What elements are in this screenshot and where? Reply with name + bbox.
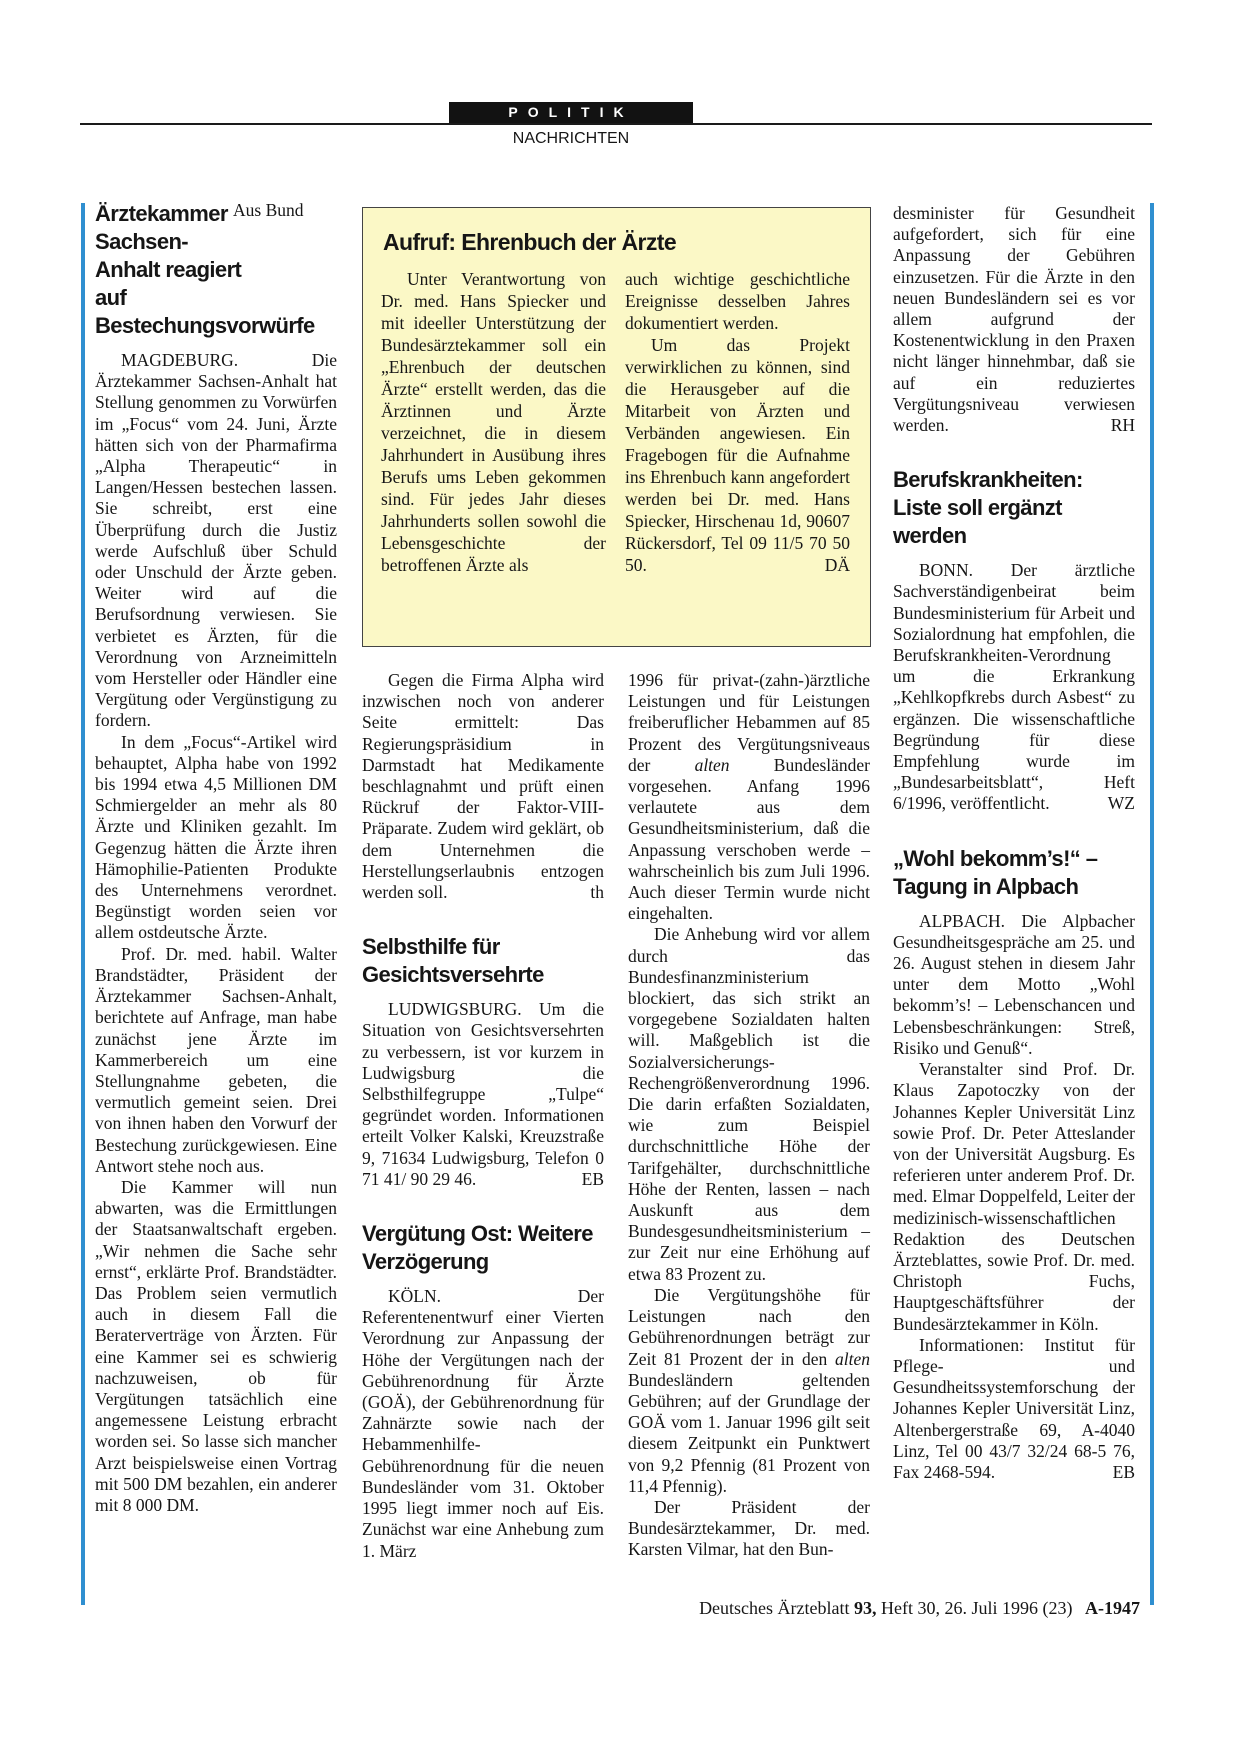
paragraph: Der Präsident der Bundesärztekammer, Dr. med. Karsten Vilmar, hat den Bun- bbox=[628, 1496, 870, 1560]
ehrenbuch-box bbox=[362, 207, 871, 647]
signature: WZ bbox=[1107, 793, 1135, 814]
paragraph: Um das Projekt verwirklichen zu können, sind die Herausgeber auf die Mitarbeit von Ärzten und Verbänden angewiesen. Ein Fragebogen für die Aufnahme ins Ehrenbuch kann angefordert werden bei Dr. med. Hans Spiecker, Hirschenau 1d, 90607 Rückersdorf, Tel 09 11/5 70 50 50. DÄ bbox=[625, 335, 850, 575]
paragraph: Unter Verantwortung von Dr. med. Hans Spiecker und mit ideeller Unterstützung der Bundesärztekammer soll ein „Ehrenbuch der deutschen Ärzte“ erstellt werden, das die Ärztinnen und Ärzte verzeichnet, die in diesem Jahrhundert in Ausübung ihres Berufs ums Leben gekommen sind. Für jedes Jahr dieses Jahrhunderts sollen sowohl die Lebensgeschichte der betroffenen Ärzte als bbox=[381, 269, 606, 575]
page-number: A-1947 bbox=[1085, 1598, 1140, 1618]
paragraph: KÖLN. Der Referentenentwurf einer Vierten Verordnung zur Anpassung der Höhe der Vergütungen nach der Gebührenordnung für Ärzte (GOÄ), der Gebührenordnung für Zahnärzte sowie nach der Hebammenhilfe-Gebührenordnung für die neuen Bundesländer vom 31. Oktober 1995 liegt immer noch auf Eis. Zunächst war eine Anhebung zum 1. März bbox=[362, 1286, 604, 1561]
paragraph: 1996 für privat-(zahn-)ärztliche Leistungen und für Leistungen freiberuflicher Hebammen auf 85 Prozent des Vergütungsniveaus der alten Bundesländer vorgesehen. Anfang 1996 verlautete aus dem Gesundheitsministerium, daß die Anpassung verschoben werde – wahrscheinlich bis zum Juli 1996. Auch dieser Termin wurde nicht eingehalten. bbox=[628, 670, 870, 924]
paragraph: Die Anhebung wird vor allem durch das Bundesfinanzministerium blockiert, das sich strikt an vorgegebene Sozialdaten halten will. Maßgeblich ist die Sozialversicherungs-Rechengrößenverordnung 1996. Die darin erfaßten Sozialdaten, wie zum Beispiel durchschnittliche Höhe der Tarifgehälter, durchschnittliche Höhe der Renten, lassen – nach Auskunft aus dem Bundesgesundheitsministerium – zur Zeit nur eine Erhöhung auf etwa 83 Prozent zu. bbox=[628, 924, 870, 1284]
headline-ehrenbuch: Aufruf: Ehrenbuch der Ärzte bbox=[383, 229, 677, 255]
paragraph: Die Kammer will nun abwarten, was die Ermittlungen der Staatsanwaltschaft ergeben. „Wir nehmen die Sache sehr ernst“, erklärte Prof. Brandstädter. Das Problem seien vermutlich auch in diesem Fall die Beraterverträge von Ärzten. Für eine Kammer sei es schwierig nachzuweisen, ob für Vergütungen tatsächlich eine angemessene Leistung erbracht worden sei. So lasse sich mancher Arzt beispielsweise einen Vortrag mit 500 DM bezahlen, ein anderer mit 8 000 DM. bbox=[95, 1176, 337, 1515]
article-aerztekammer bbox=[95, 200, 337, 1516]
signature: EB bbox=[1112, 1461, 1135, 1482]
column-4 bbox=[893, 203, 1135, 1483]
accent-rule-left bbox=[81, 203, 85, 1605]
signature: RH bbox=[1110, 415, 1135, 436]
paragraph: LUDWIGSBURG. Um die Situation von Gesichtsversehrten zu verbessern, ist vor kurzem in Ludwigsburg die Selbsthilfegruppe „Tulpe“ gegründet worden. Informationen erteilt Volker Kalski, Kreuzstraße 9, 71634 Ludwigsburg, Telefon 0 71 41/ 90 29 46. EB bbox=[362, 999, 604, 1189]
volume: 93, bbox=[854, 1598, 877, 1618]
page-footer bbox=[570, 1598, 1140, 1619]
journal-name: Deutsches Ärzteblatt bbox=[699, 1598, 850, 1618]
headline-aerztekammer: Ärztekammer Sachsen-Anhalt reagiert auf Bestechungsvorwürfe bbox=[95, 201, 315, 338]
paragraph: In dem „Focus“-Artikel wird behauptet, Alpha habe von 1992 bis 1994 etwa 4,5 Millionen DM Schmiergelder an mehr als 80 Ärzte und Kliniken gezahlt. Im Gegenzug hätten die Ärzte ihren Hämophilie-Patienten Produkte des Unternehmens verordnet. Begünstigt worden seien vor allem ostdeutsche Ärzte. bbox=[95, 731, 337, 943]
box-column-right bbox=[625, 268, 850, 576]
headline-verguetung-ost: Vergütung Ost: Weitere Verzögerung bbox=[362, 1221, 593, 1275]
issue: Heft 30, 26. Juli 1996 (23) bbox=[881, 1598, 1073, 1618]
paragraph: BONN. Der ärztliche Sachverständigenbeirat beim Bundesministerium für Arbeit und Sozialordnung hat empfohlen, die Berufskrankheiten-Verordnung um die Erkrankung „Kehlkopfkrebs durch Asbest“ zu ergänzen. Die wissenschaftliche Begründung für diese Empfehlung wurde im „Bundesarbeitsblatt“, Heft 6/1996, veröffentlicht. WZ bbox=[893, 560, 1135, 814]
paragraph: auch wichtige geschichtliche Ereignisse desselben Jahres dokumentiert werden. bbox=[625, 269, 850, 333]
column-3 bbox=[628, 670, 870, 1561]
headline-alpbach: „Wohl bekomm’s!“ – Tagung in Alpbach bbox=[893, 845, 1098, 899]
paragraph: MAGDEBURG. Die Ärztekammer Sachsen-Anhalt hat Stellung genommen zu Vorwürfen im „Focus“ vom 24. Juni, Ärzte hätten sich von der Pharmafirma „Alpha Therapeutic“ in Langen/Hessen bestechen lassen. Sie schreibt, erst eine Überprüfung durch die Justiz werde Aufschluß über Schuld oder Unschuld der Ärzte geben. Weiter wird auf die Berufsordnung verwiesen. Sie verbietet es Ärzten, für die Verordnung von Arzneimitteln vom Hersteller oder Händler eine Vergütung oder Vergünstigung zu fordern. bbox=[95, 350, 337, 731]
headline-berufskrankheiten: Berufskrankheiten: Liste soll ergänzt werden bbox=[893, 467, 1083, 549]
paragraph: Informationen: Institut für Pflege- und Gesundheitssystemforschung der Johannes Kepler Universität Linz, Altenbergerstraße 69, A-4040 Linz, Tel 00 43/7 32/24 68-5 76, Fax 2468-594. EB bbox=[893, 1334, 1135, 1482]
column-2 bbox=[362, 670, 604, 1562]
paragraph: Veranstalter sind Prof. Dr. Klaus Zapotoczky von der Johannes Kepler Universität Linz sowie Prof. Dr. Peter Atteslander von der Universität Augsburg. Es referieren unter anderem Prof. Dr. med. Elmar Doppelfeld, Leiter der medizinisch-wissenschaftlichen Redaktion des Deutschen Ärzteblattes, sowie Prof. Dr. med. Christoph Fuchs, Hauptgeschäftsführer der Bundesärztekammer in Köln. bbox=[893, 1059, 1135, 1334]
headline-selbsthilfe: Selbsthilfe für Gesichtsversehrte bbox=[362, 934, 544, 988]
subsection-label: NACHRICHTEN bbox=[512, 130, 630, 147]
section-label: POLITIK bbox=[449, 102, 693, 123]
paragraph: Prof. Dr. med. habil. Walter Brandstädter, Präsident der Ärztekammer Sachsen-Anhalt, berichtete auf Anfrage, man habe zunächst jene Ärzte im Kammerbereich um eine Stellungnahme gebeten, die vermutlich gemeint seien. Drei von ihnen haben den Vorwurf der Bestechung zurückgewiesen. Eine Antwort stehe noch aus. bbox=[95, 943, 337, 1176]
signature: DÄ bbox=[824, 555, 850, 575]
signature: EB bbox=[581, 1168, 604, 1189]
kicker-aus-bund: Aus Bund bbox=[233, 200, 304, 220]
box-column-left bbox=[381, 268, 606, 576]
paragraph: Gegen die Firma Alpha wird inzwischen noch von anderer Seite ermittelt: Das Regierungspräsidium in Darmstadt hat Medikamente beschlagnahmt und prüft einen Rückruf der Faktor-VIII-Präparate. Zudem wird geklärt, ob dem Unternehmen die Herstellungserlaubnis entzogen werden soll. th bbox=[362, 670, 604, 903]
paragraph: desminister für Gesundheit aufgefordert, sich für eine Anpassung der Gebühren einzusetzen. Für die Ärzte in den neuen Bundesländern sei es vor allem aufgrund der Kostenentwicklung in den Praxen nicht länger hinnehmbar, daß sie auf ein reduziertes Vergütungsniveau verwiesen werden. RH bbox=[893, 203, 1135, 436]
paragraph: Die Vergütungshöhe für Leistungen nach den Gebührenordnungen beträgt zur Zeit 81 Prozent der in den alten Bundesländern geltenden Gebühren; auf der Grundlage der GOÄ vom 1. Januar 1996 gilt seit diesem Zeitpunkt ein Punktwert von 9,2 Pfennig (81 Prozent von 11,4 Pfennig). bbox=[628, 1284, 870, 1496]
header-rule bbox=[80, 123, 1152, 125]
accent-rule-right bbox=[1150, 203, 1154, 1605]
paragraph: ALPBACH. Die Alpbacher Gesundheitsgespräche am 25. und 26. August stehen in diesem Jahr unter dem Motto „Wohl bekomm’s! – Lebenschancen und Lebensbeschränkungen: Streß, Risiko und Genuß“. bbox=[893, 910, 1135, 1058]
signature: th bbox=[590, 882, 604, 903]
